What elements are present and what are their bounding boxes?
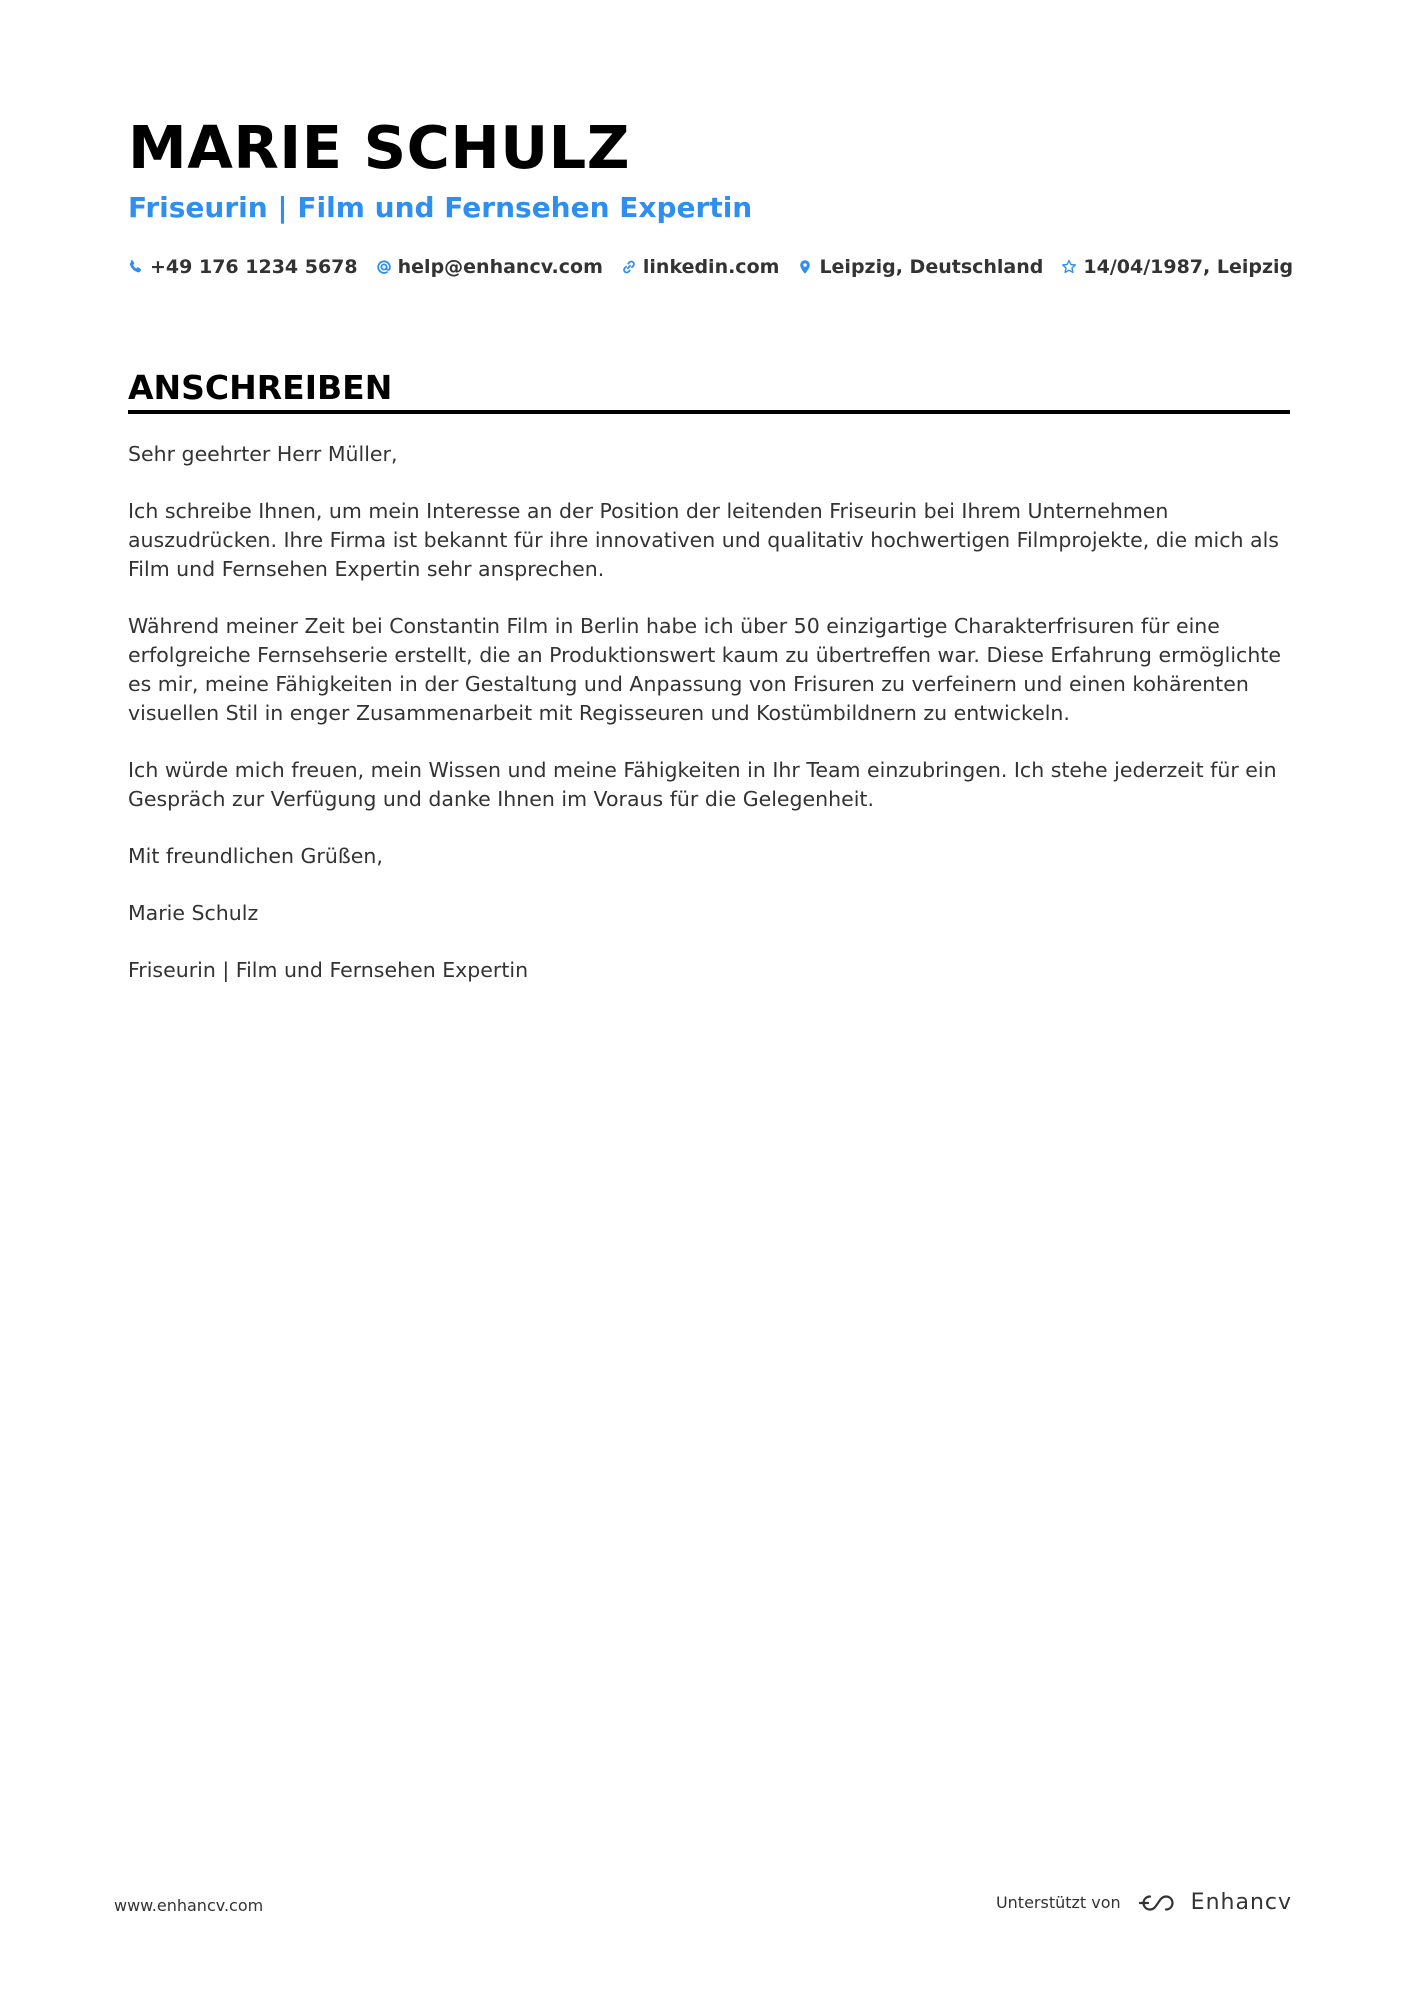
location-pin-icon — [797, 259, 813, 275]
letter-signature-name: Marie Schulz — [128, 901, 259, 925]
letter-paragraph: Ich schreibe Ihnen, um mein Interesse an der Position der leitenden Friseurin bei Ihrem Unternehmen auszudrücken. Ihre Firma ist bekannt für ihre innovativen und qualitativ hochwertigen Filmprojekte, die mich als Film und Fernsehen Expertin sehr ansprechen. — [128, 499, 1279, 581]
section-divider — [128, 410, 1290, 414]
star-icon — [1061, 259, 1077, 275]
candidate-name: MARIE SCHULZ — [128, 113, 631, 182]
contact-birth — [1061, 254, 1293, 280]
letter-paragraph: Ich würde mich freuen, mein Wissen und meine Fähigkeiten in Ihr Team einzubringen. Ich stehe jederzeit für ein Gespräch zur Verfügung und danke Ihnen im Voraus für die Gelegenheit. — [128, 758, 1277, 811]
contact-bar — [128, 254, 1293, 280]
link-icon — [621, 259, 637, 275]
contact-linkedin-text[interactable]: linkedin.com — [642, 256, 780, 278]
powered-by-text: Unterstützt von — [995, 1893, 1121, 1912]
enhancv-logo-icon — [1133, 1890, 1179, 1916]
contact-email[interactable] — [376, 254, 603, 280]
contact-location-text: Leipzig, Deutschland — [819, 256, 1044, 278]
letter-salutation: Sehr geehrter Herr Müller, — [128, 442, 398, 466]
phone-icon — [128, 259, 144, 275]
contact-phone — [128, 254, 358, 280]
contact-location — [797, 254, 1043, 280]
at-icon — [376, 259, 392, 275]
enhancv-logo-text: Enhancv — [1190, 1890, 1292, 1915]
section-title: ANSCHREIBEN — [128, 368, 393, 407]
contact-linkedin[interactable] — [621, 254, 780, 280]
contact-phone-text: +49 176 1234 5678 — [150, 256, 358, 278]
contact-email-text[interactable]: help@enhancv.com — [397, 256, 603, 278]
letter-paragraph: Während meiner Zeit bei Constantin Film in Berlin habe ich über 50 einzigartige Charakterfrisuren für eine erfolgreiche Fernsehserie erstellt, die an Produktionswert kaum zu übertreffen war. Diese Erfahrung ermöglichte es mir, meine Fähigkeiten in der Gestaltung und Anpassung von Frisuren zu verfeinern und einen kohärenten visuellen Stil in enger Zusammenarbeit mit Regisseuren und Kostümbildnern zu entwickeln. — [128, 614, 1281, 725]
letter-closing: Mit freundlichen Grüßen, — [128, 844, 383, 868]
letter-body — [128, 440, 1290, 1013]
footer-brand[interactable] — [996, 1890, 1292, 1916]
contact-birth-text: 14/04/1987, Leipzig — [1083, 256, 1294, 278]
footer-url[interactable]: www.enhancv.com — [114, 1896, 264, 1915]
letter-signature-title: Friseurin | Film und Fernsehen Expertin — [128, 958, 529, 982]
candidate-title: Friseurin | Film und Fernsehen Expertin — [128, 191, 753, 224]
